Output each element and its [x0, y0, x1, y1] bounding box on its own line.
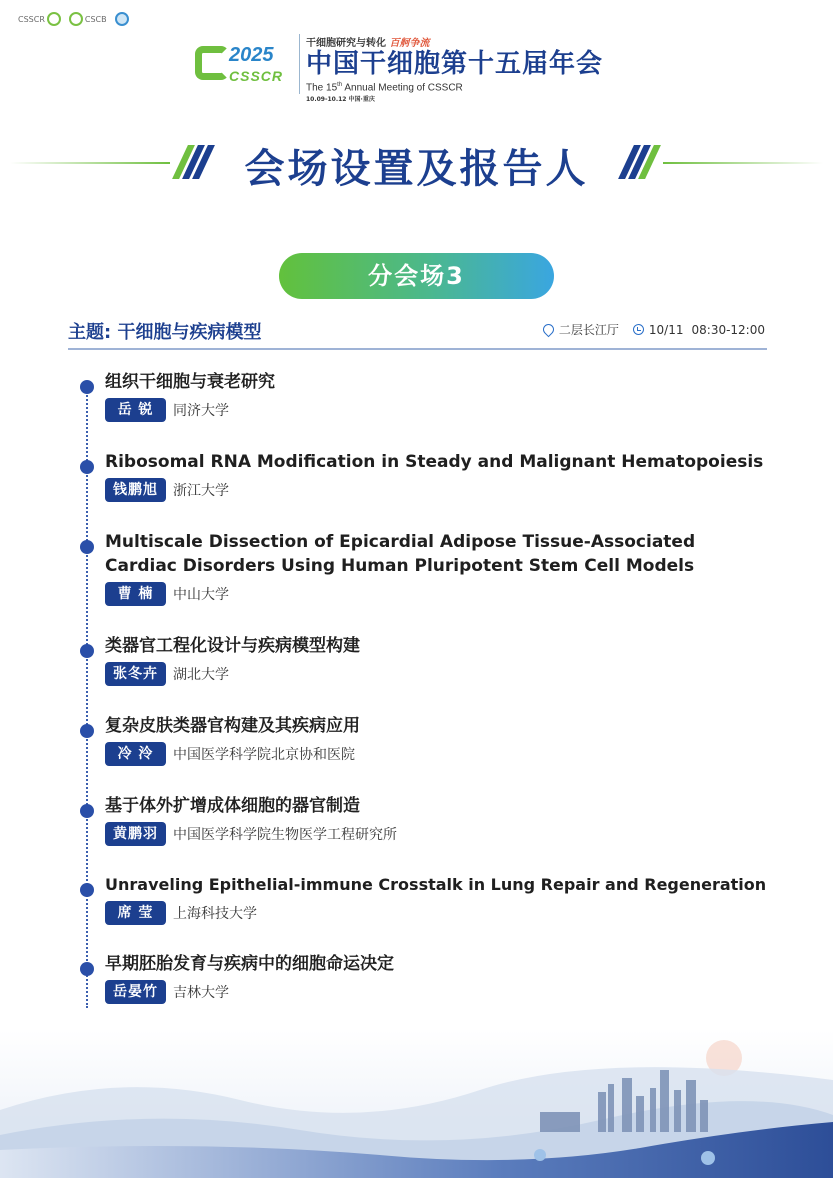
session-time: 08:30-12:00	[691, 322, 765, 337]
conference-english-title	[306, 79, 603, 94]
speaker-name: 黄鹏羽	[105, 822, 166, 846]
csscr-ring-icon	[47, 12, 61, 26]
timeline-dot-icon	[80, 724, 94, 738]
talk-title: 基于体外扩增成体细胞的器官制造	[105, 796, 360, 816]
badge-abbr: CSSCR	[229, 68, 284, 84]
badge-year: 2025	[229, 44, 274, 66]
bubble-icon	[534, 1149, 546, 1161]
timeline-dot-icon	[80, 380, 94, 394]
speaker-name: 钱鹏旭	[105, 478, 166, 502]
speaker-affiliation: 同济大学	[173, 403, 229, 419]
csscr-logo-text: CSSCR	[18, 14, 45, 24]
speaker-row	[105, 901, 788, 925]
talk-item	[68, 450, 788, 530]
speaker-name: 席 莹	[105, 901, 166, 925]
conference-title: 中国干细胞第十五届年会	[306, 49, 604, 79]
speaker-affiliation: 中国医学科学院生物医学工程研究所	[173, 827, 397, 843]
speaker-affiliation: 上海科技大学	[173, 906, 257, 922]
org-logos	[18, 12, 129, 26]
speaker-affiliation: 中山大学	[173, 587, 229, 603]
talk-item	[68, 714, 788, 794]
speaker-row	[105, 398, 788, 422]
csscr-logo	[18, 12, 61, 26]
emblem-icon	[115, 12, 129, 26]
talk-item	[68, 794, 788, 873]
talk-title: Ribosomal RNA Modification in Steady and Malignant Hematopoiesis	[105, 452, 764, 472]
talk-item	[68, 370, 788, 450]
conference-slogan	[306, 34, 603, 49]
title-right-line	[663, 162, 823, 164]
speaker-row	[105, 822, 788, 846]
society-emblem	[115, 12, 129, 26]
cscb-ring-icon	[69, 12, 83, 26]
title-right-slashes-icon	[626, 145, 653, 179]
talk-title: Multiscale Dissection of Epicardial Adipose Tissue-Associated Cardiac Disorders Using Human Pluripotent Stem Cell Models	[105, 532, 696, 576]
speaker-row	[105, 478, 788, 502]
talk-title: Unraveling Epithelial-immune Crosstalk in Lung Repair and Regeneration	[105, 875, 767, 894]
session-meta	[543, 321, 765, 338]
title-banner	[10, 135, 823, 191]
speaker-name: 张冬卉	[105, 662, 166, 686]
conference-divider	[299, 34, 300, 94]
cscb-logo	[69, 12, 107, 26]
conference-text	[306, 34, 603, 103]
speaker-affiliation: 湖北大学	[173, 667, 229, 683]
session-date: 10/11	[648, 322, 684, 337]
talk-title: 复杂皮肤类器官构建及其疾病应用	[105, 716, 360, 736]
talk-title: 类器官工程化设计与疾病模型构建	[105, 636, 360, 656]
speaker-row	[105, 742, 788, 766]
slogan-handwritten: 百舸争流	[389, 38, 430, 49]
timeline-dot-icon	[80, 644, 94, 658]
location-pin-icon	[541, 322, 557, 338]
talk-item	[68, 530, 788, 634]
timeline-dot-icon	[80, 962, 94, 976]
speaker-row	[105, 662, 788, 686]
talk-title: 早期胚胎发育与疾病中的细胞命运决定	[105, 954, 394, 974]
landscape-svg	[0, 1030, 833, 1178]
cscb-logo-text: CSCB	[84, 14, 107, 24]
speaker-affiliation: 吉林大学	[173, 985, 229, 1001]
session-location: 二层长江厅	[558, 323, 619, 337]
speaker-row	[105, 582, 788, 606]
slogan-text: 干细胞研究与转化	[306, 38, 386, 49]
bubble-icon	[701, 1151, 715, 1165]
timeline-dot-icon	[80, 460, 94, 474]
english-prefix: The 15	[306, 82, 338, 94]
session-badge: 分会场3	[279, 253, 554, 299]
speaker-name: 岳晏竹	[105, 980, 166, 1004]
english-sup: th	[337, 82, 343, 88]
conference-badge	[195, 34, 295, 90]
page-title: 会场设置及报告人	[244, 145, 589, 192]
theme-row	[68, 318, 767, 350]
timeline-dot-icon	[80, 804, 94, 818]
timeline-dot-icon	[80, 883, 94, 897]
speaker-affiliation: 中国医学科学院北京协和医院	[173, 747, 355, 763]
talk-item	[68, 952, 788, 1012]
speaker-name: 冷 泠	[105, 742, 166, 766]
speaker-row	[105, 980, 788, 1004]
talk-title: 组织干细胞与衰老研究	[105, 372, 275, 392]
english-suffix: Annual Meeting of CSSCR	[342, 82, 463, 94]
landscape-illustration	[0, 1030, 833, 1178]
speaker-name: 岳 锐	[105, 398, 166, 422]
conference-header	[195, 34, 604, 104]
talk-timeline	[68, 370, 788, 1012]
timeline-dot-icon	[80, 540, 94, 554]
talk-item	[68, 873, 788, 952]
talk-item	[68, 634, 788, 714]
speaker-name: 曹 楠	[105, 582, 166, 606]
conference-dates: 10.09-10.12 中国·重庆	[306, 96, 375, 104]
badge-c-shape-icon	[195, 46, 229, 80]
session-theme: 主题: 干细胞与疾病模型	[68, 322, 262, 343]
speaker-affiliation: 浙江大学	[173, 483, 229, 499]
clock-icon	[633, 324, 644, 335]
